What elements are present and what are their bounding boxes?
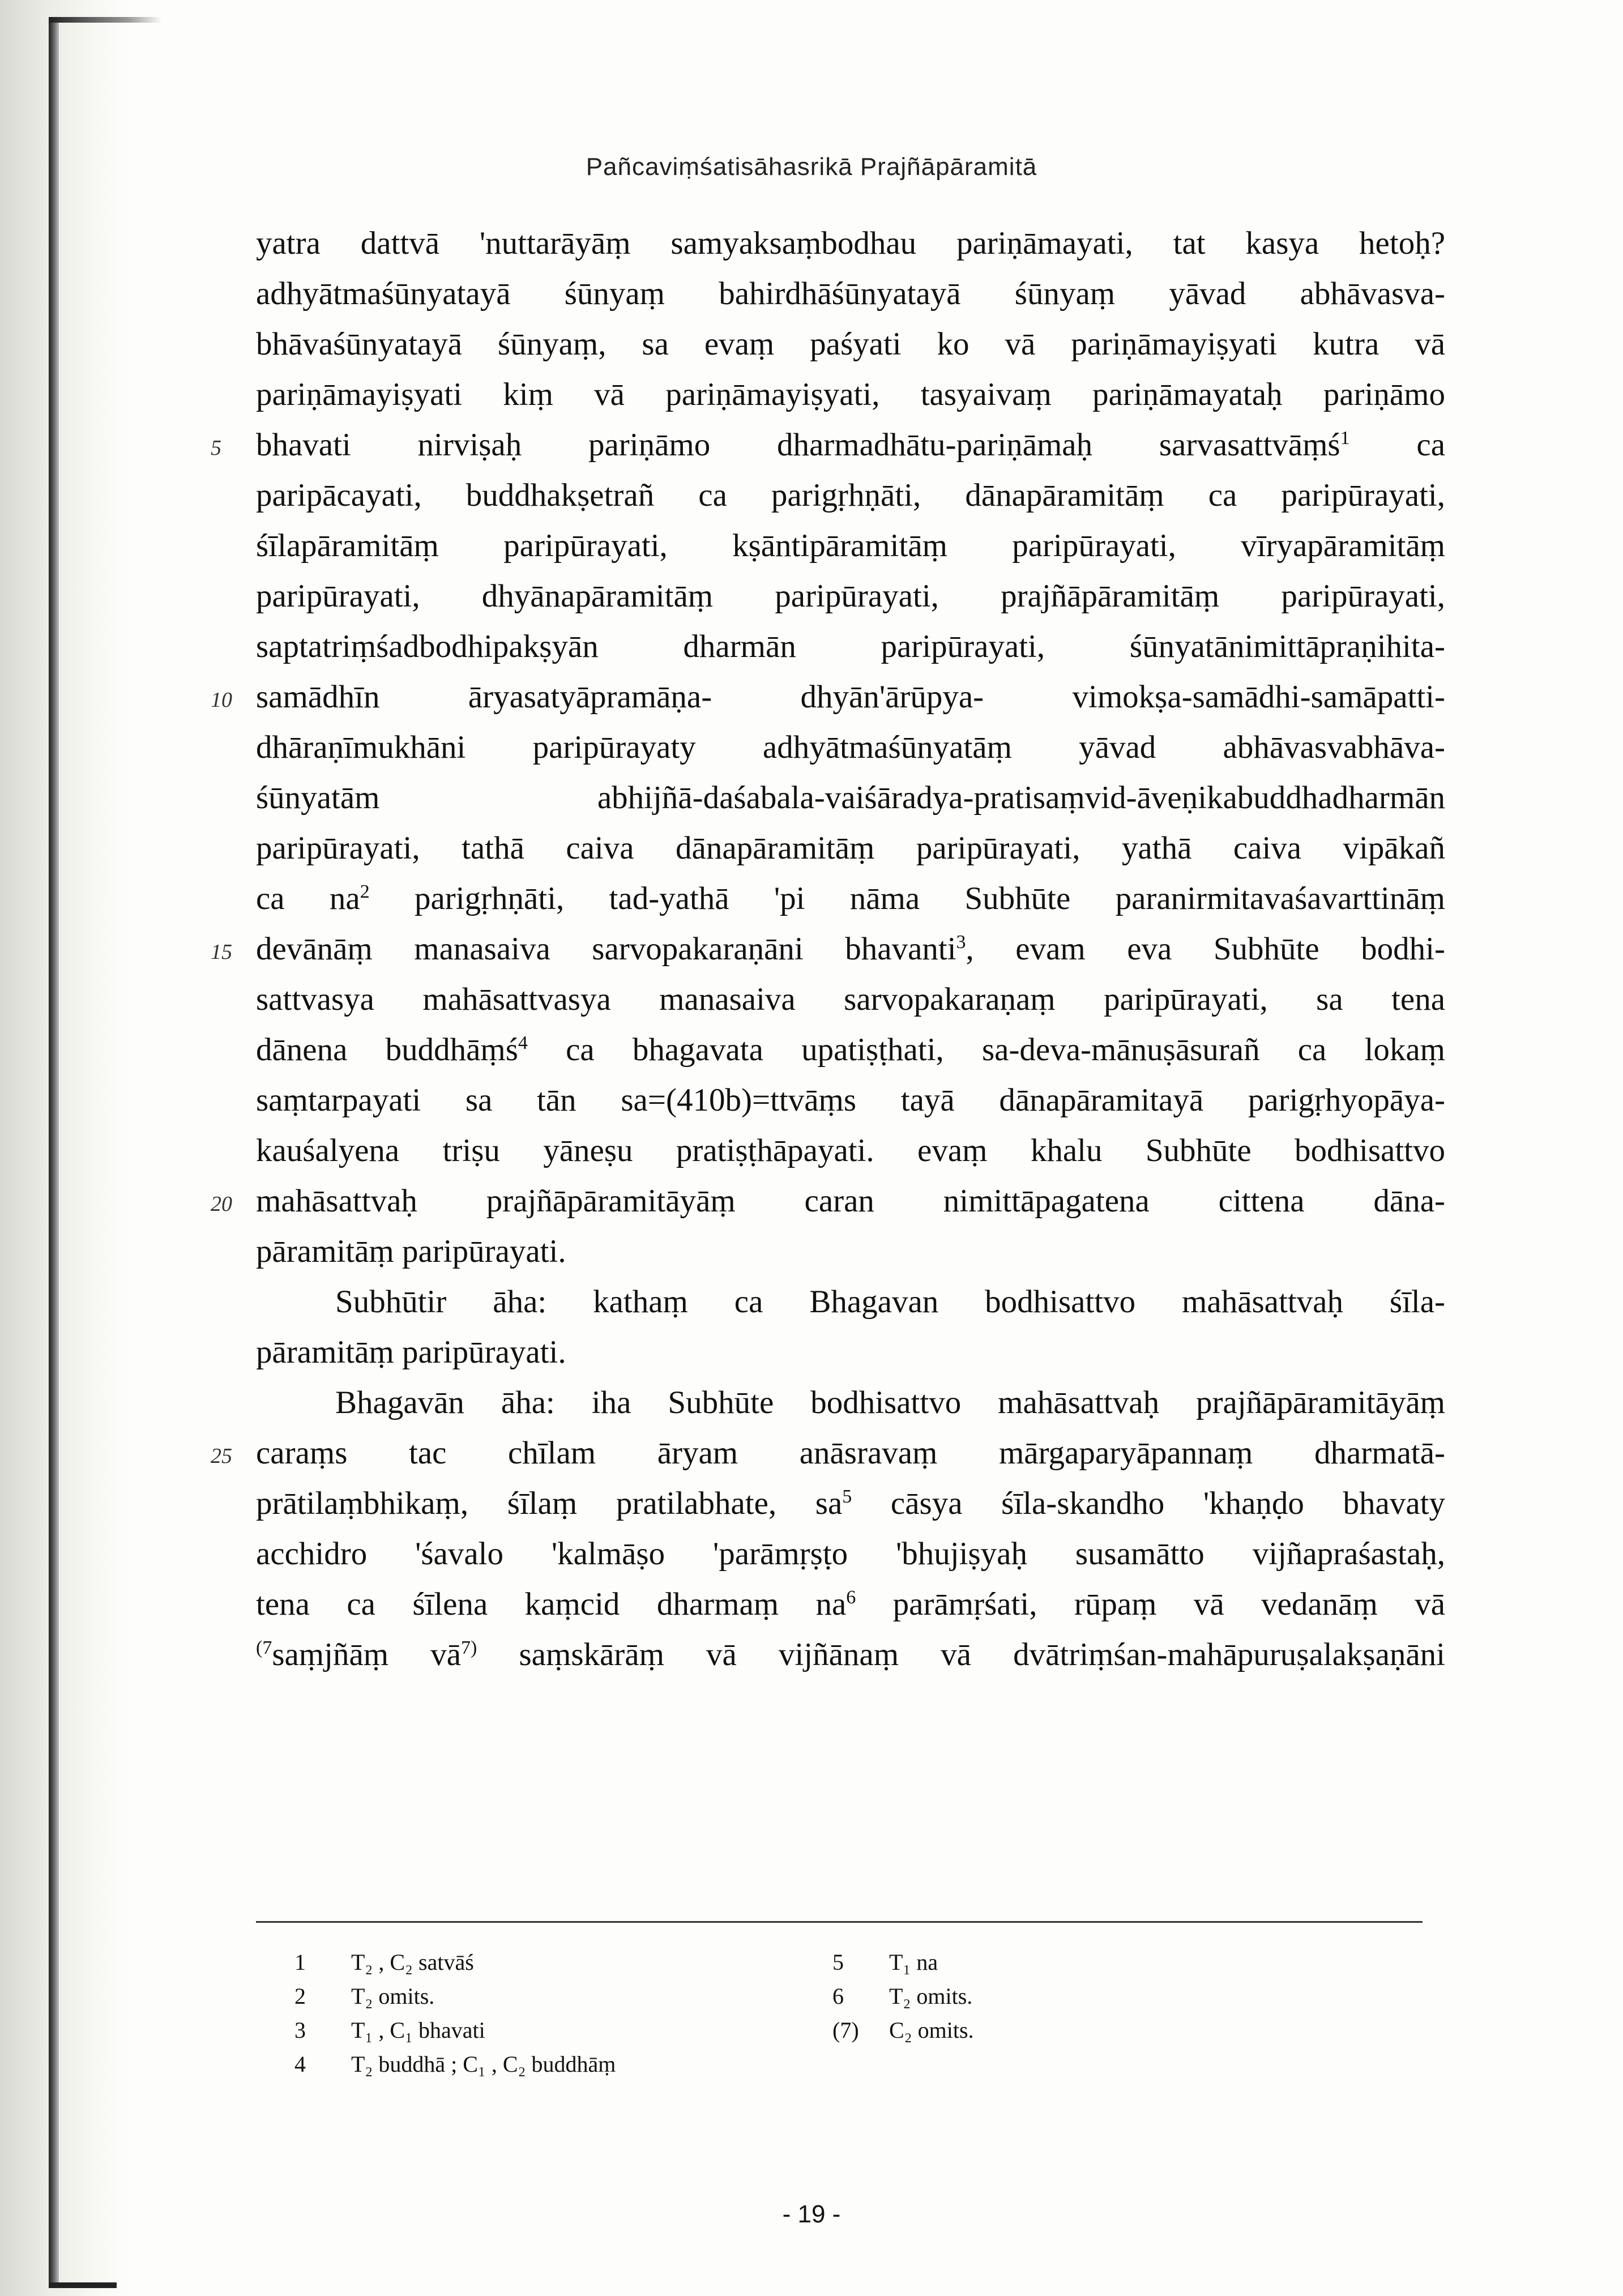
line-text: pāramitāṃ paripūrayati. — [256, 1234, 566, 1269]
line-text: śīlapāramitāṃ paripūrayati, kṣāntipāramitāṃ paripūrayati, vīryapāramitāṃ — [256, 528, 1445, 564]
footnote-marker: 2 — [360, 881, 370, 902]
footnote-marker: 4 — [518, 1032, 528, 1053]
text-line — [256, 1075, 1445, 1125]
footnote — [832, 2013, 974, 2047]
text-line — [256, 621, 1445, 672]
footnote-text: C₂ omits. — [889, 2017, 974, 2043]
text-line — [256, 823, 1445, 873]
line-text: Subhūtir āha: kathaṃ ca Bhagavan bodhisattvo mahāsattvaḥ śīla- — [335, 1284, 1445, 1320]
line-text: parigṛhṇāti, tad-yathā 'pi nāma Subhūte paranirmitavaśavarttināṃ — [369, 881, 1445, 916]
line-text: bhavati nirviṣaḥ pariṇāmo dharmadhātu-pariṇāmaḥ sarvasattvāṃś — [256, 427, 1340, 463]
line-text: kauśalyena triṣu yāneṣu pratiṣṭhāpayati. evaṃ khalu Subhūte bodhisattvo — [256, 1133, 1445, 1168]
text-line — [256, 1478, 1445, 1529]
footnote-marker: (7 — [256, 1637, 272, 1658]
footnote — [832, 1945, 938, 1979]
footnote-text: T₂ omits. — [351, 1983, 435, 2009]
line-text: acchidro 'śavalo 'kalmāṣo 'parāmṛṣṭo 'bhujiṣyaḥ susamātto vijñapraśastaḥ, — [256, 1536, 1445, 1572]
line-text: pāramitāṃ paripūrayati. — [256, 1334, 566, 1370]
text-line — [256, 319, 1445, 369]
line-text: parāmṛśati, rūpaṃ vā vedanāṃ vā — [856, 1586, 1445, 1622]
footnote-marker: 7) — [461, 1637, 477, 1658]
text-line — [211, 1428, 1445, 1478]
line-text: paripūrayati, tathā caiva dānapāramitāṃ paripūrayati, yathā caiva vipākañ — [256, 830, 1445, 866]
text-line — [256, 1226, 1445, 1277]
line-number: 5 — [211, 436, 221, 460]
line-text: Bhagavān āha: iha Subhūte bodhisattvo mahāsattvaḥ prajñāpāramitāyāṃ — [335, 1385, 1445, 1420]
footnote-number: 3 — [294, 2017, 306, 2043]
text-line — [256, 1125, 1445, 1176]
text-line — [256, 268, 1445, 319]
line-text: ca bhagavata upatiṣṭhati, sa-deva-mānuṣāsurañ ca lokaṃ — [527, 1032, 1446, 1068]
text-line — [211, 1176, 1445, 1226]
footnote — [832, 1979, 972, 2013]
footnote-text: T₁ na — [889, 1949, 938, 1975]
footnote-text: T₂ buddhā ; C₁ , C₂ buddhāṃ — [351, 2051, 616, 2077]
text-line — [256, 1377, 1445, 1428]
footnote-number: 1 — [294, 1949, 306, 1975]
line-number: 20 — [211, 1192, 232, 1216]
text-line — [211, 924, 1445, 974]
text-line — [256, 1529, 1445, 1579]
line-text: śūnyatām abhijñā-daśabala-vaiśāradya-pratisaṃvid-āveṇikabuddhadharmān — [256, 780, 1445, 816]
text-line — [256, 520, 1445, 571]
footnote-marker: 1 — [1340, 428, 1350, 449]
line-number: 15 — [211, 940, 232, 964]
line-text: mahāsattvaḥ prajñāpāramitāyāṃ caran nimittāpagatena cittena dāna- — [256, 1183, 1445, 1219]
footnote-text: T₂ , C₂ satvāś — [351, 1949, 474, 1975]
line-text: , evam eva Subhūte bodhi- — [966, 931, 1445, 967]
footnote-marker: 6 — [846, 1587, 856, 1608]
line-text: dhāraṇīmukhāni paripūrayaty adhyātmaśūnyatāṃ yāvad abhāvasvabhāva- — [256, 729, 1445, 765]
text-line — [211, 420, 1445, 470]
footnote — [294, 2013, 485, 2047]
page-number: - 19 - — [782, 2200, 841, 2228]
footnote-rule — [256, 1921, 1423, 1923]
footnote — [294, 1979, 434, 2013]
line-text: ca — [1349, 427, 1445, 463]
footnote-number: 6 — [832, 1983, 844, 2009]
line-text: tena ca śīlena kaṃcid dharmaṃ na — [256, 1586, 847, 1622]
footnote-text: T₂ omits. — [889, 1983, 973, 2009]
footnote — [294, 2047, 616, 2081]
binding-edge-line — [49, 17, 59, 2288]
text-line — [256, 1277, 1445, 1327]
footnote-text: T₁ , C₁ bhavati — [351, 2017, 485, 2043]
binding-foot-mark — [49, 2282, 117, 2288]
text-line — [256, 470, 1445, 520]
line-text: cāsya śīla-skandho 'khaṇḍo bhavaty — [852, 1486, 1445, 1521]
line-text: saṃjñāṃ vā — [272, 1637, 462, 1672]
line-text: sattvasya mahāsattvasya manasaiva sarvopakaraṇaṃ paripūrayati, sa tena — [256, 981, 1445, 1017]
text-line — [256, 773, 1445, 823]
footnote-marker: 3 — [956, 932, 966, 953]
text-line — [256, 1327, 1445, 1377]
line-text: adhyātmaśūnyatayā śūnyaṃ bahirdhāśūnyatayā śūnyaṃ yāvad abhāvasva- — [256, 276, 1445, 311]
line-number: 25 — [211, 1444, 232, 1468]
line-text: devānāṃ manasaiva sarvopakaraṇāni bhavanti — [256, 931, 956, 967]
footnote-number: (7) — [832, 2017, 859, 2043]
line-text: pariṇāmayiṣyati kiṃ vā pariṇāmayiṣyati, tasyaivaṃ pariṇāmayataḥ pariṇāmo — [256, 377, 1445, 412]
text-line — [211, 672, 1445, 722]
footnote-marker: 5 — [842, 1486, 852, 1507]
line-text: paripūrayati, dhyānapāramitāṃ paripūrayati, prajñāpāramitāṃ paripūrayati, — [256, 578, 1445, 614]
line-text: dānena buddhāṃś — [256, 1032, 518, 1068]
scan-binding-shadow — [0, 0, 130, 2296]
text-line — [256, 571, 1445, 621]
text-line — [256, 722, 1445, 773]
line-text: bhāvaśūnyatayā śūnyaṃ, sa evaṃ paśyati ko vā pariṇāmayiṣyati kutra vā — [256, 326, 1445, 362]
line-text: ca na — [256, 881, 360, 916]
footnote-number: 5 — [832, 1949, 844, 1975]
line-text: saṃskārāṃ vā vijñānaṃ vā dvātriṃśan-mahāpuruṣalakṣaṇāni — [477, 1637, 1446, 1672]
text-line — [256, 974, 1445, 1025]
line-number: 10 — [211, 688, 232, 712]
running-head: Pañcaviṃśatisāhasrikā Prajñāpāramitā — [586, 153, 1037, 181]
line-text: caraṃs tac chīlam āryam anāsravaṃ mārgaparyāpannaṃ dharmatā- — [256, 1435, 1445, 1471]
text-line — [256, 218, 1445, 268]
text-line — [256, 1025, 1445, 1075]
footnote-number: 4 — [294, 2051, 306, 2077]
line-text: yatra dattvā 'nuttarāyāṃ samyaksaṃbodhau pariṇāmayati, tat kasya hetoḥ? — [256, 225, 1445, 261]
footnote-number: 2 — [294, 1983, 306, 2009]
text-line — [256, 369, 1445, 420]
line-text: prātilaṃbhikaṃ, śīlaṃ pratilabhate, sa — [256, 1486, 843, 1521]
text-line — [256, 1579, 1445, 1629]
line-text: paripācayati, buddhakṣetrañ ca parigṛhṇāti, dānapāramitāṃ ca paripūrayati, — [256, 477, 1445, 513]
line-text: saptatriṃśadbodhipakṣyān dharmān paripūrayati, śūnyatānimittāpraṇihita- — [256, 629, 1445, 664]
line-text: samādhīn āryasatyāpramāṇa- dhyān'ārūpya- vimokṣa-samādhi-samāpatti- — [256, 679, 1445, 715]
text-line — [256, 1629, 1445, 1680]
footnote — [294, 1945, 474, 1979]
main-text — [211, 218, 1446, 1680]
text-line — [256, 873, 1445, 924]
line-text: saṃtarpayati sa tān sa=(410b)=ttvāṃs tayā dānapāramitayā parigṛhyopāya- — [256, 1082, 1445, 1118]
binding-top-mark — [49, 17, 162, 23]
